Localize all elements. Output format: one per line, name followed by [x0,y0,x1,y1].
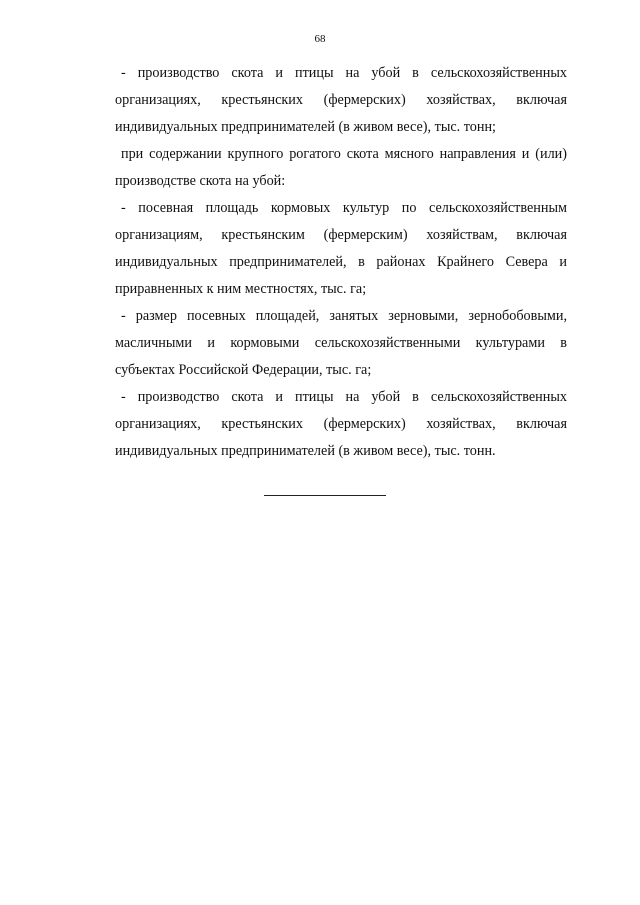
paragraph-livestock-production-1: - производство скота и птицы на убой в сельскохозяйственных организациях, крестьянских (фермерских) хозяйствах, включая индивидуальных предпринимателей (в живом весе), тыс. тонн; [115,65,567,135]
document-body [115,60,567,465]
page-number: 68 [314,33,326,45]
paragraph-livestock-production-2: - производство скота и птицы на убой в сельскохозяйственных организациях, крестьянских (фермерских) хозяйствах, включая индивидуальных предпринимателей (в живом весе), тыс. тонн. [115,389,567,459]
paragraph-sown-area-grains: - размер посевных площадей, занятых зерновыми, зернобобовыми, масличными и кормовыми сельскохозяйственными культурами в субъектах Российской Федерации, тыс. га; [115,308,567,378]
paragraph-forage-crop-area: - посевная площадь кормовых культур по сельскохозяйственным организациям, крестьянским (фермерским) хозяйствам, включая индивидуальных предпринимателей, в районах Крайнего Севера и приравненных к ним местностях, тыс. га; [115,200,567,297]
paragraph-beef-cattle-condition: при содержании крупного рогатого скота мясного направления и (или) производстве скота на убой: [115,146,567,189]
end-separator-line [264,495,386,496]
